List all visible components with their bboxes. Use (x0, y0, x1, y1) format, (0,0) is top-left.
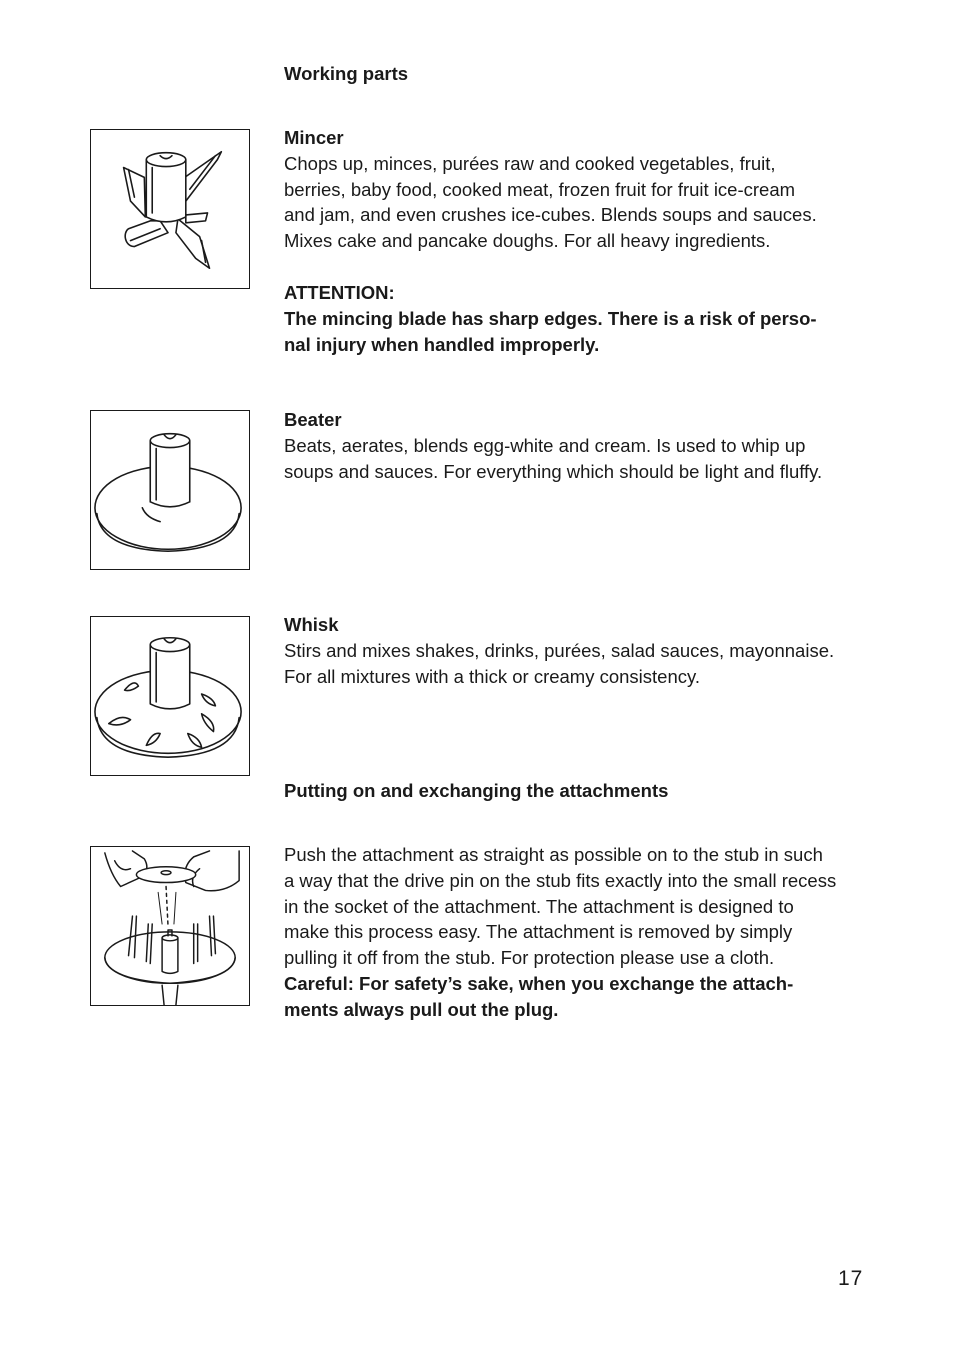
careful-text-line: ments always pull out the plug. (284, 998, 559, 1020)
attention-text-line: nal injury when handled improperly. (284, 333, 600, 355)
beater-title: Beater (284, 409, 342, 430)
mincer-blade-icon (91, 130, 249, 288)
mincer-text-line: Mixes cake and pancake doughs. For all heavy ingredients. (284, 230, 771, 252)
attachments-text-line: Push the attachment as straight as possible on to the stub in such (284, 844, 823, 865)
beater-section (284, 407, 884, 484)
attachments-section (284, 842, 884, 1023)
attention-title: ATTENTION: (284, 282, 395, 303)
whisk-disc-icon (91, 617, 249, 775)
whisk-text-line: For all mixtures with a thick or creamy consistency. (284, 665, 701, 687)
whisk-section (284, 612, 884, 689)
beater-figure (90, 410, 250, 570)
attaching-hands-icon (91, 847, 249, 1005)
attachments-text-line: in the socket of the attachment. The attachment is designed to (284, 895, 794, 917)
whisk-title: Whisk (284, 614, 339, 635)
attention-notice (284, 280, 884, 357)
attachments-title: Putting on and exchanging the attachments (284, 780, 669, 801)
mincer-section (284, 125, 884, 254)
mincer-text-line: and jam, and even crushes ice-cubes. Blends soups and sauces. (284, 204, 817, 226)
mincer-figure (90, 129, 250, 289)
mincer-title: Mincer (284, 127, 344, 148)
mincer-text-line: Chops up, minces, purées raw and cooked vegetables, fruit, (284, 152, 776, 174)
attachments-text-line: pulling it off from the stub. For protection please use a cloth. (284, 947, 775, 969)
mincer-text-line: berries, baby food, cooked meat, frozen fruit for fruit ice-cream (284, 178, 796, 200)
attachments-text-line: a way that the drive pin on the stub fits exactly into the small recess (284, 869, 837, 891)
page-number: 17 (838, 1267, 864, 1290)
attention-text-line: The mincing blade has sharp edges. There is a risk of perso- (284, 307, 817, 329)
beater-text-line: soups and sauces. For everything which should be light and fluffy. (284, 460, 823, 482)
attachments-figure (90, 846, 250, 1006)
beater-text-line: Beats, aerates, blends egg-white and cream. Is used to whip up (284, 434, 806, 456)
whisk-text-line: Stirs and mixes shakes, drinks, purées, salad sauces, mayonnaise. (284, 639, 835, 661)
beater-disc-icon (91, 411, 249, 569)
careful-text-line: Careful: For safety’s sake, when you exchange the attach- (284, 972, 794, 994)
attachments-text-line: make this process easy. The attachment is removed by simply (284, 921, 793, 943)
section-title: Working parts (284, 63, 409, 84)
whisk-figure (90, 616, 250, 776)
